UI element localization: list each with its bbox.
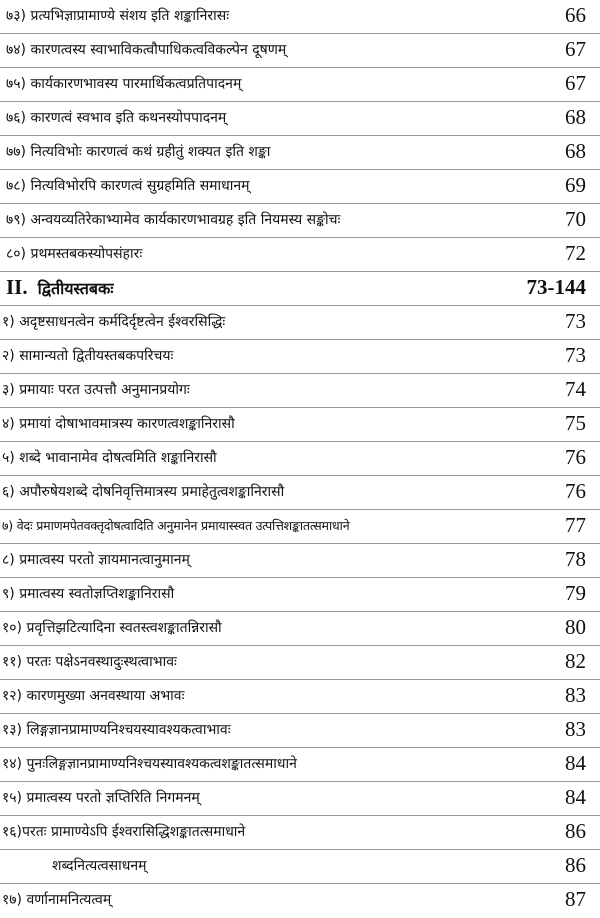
- toc-entry-title: १) अदृष्टसाधनत्वेन कर्मदिर्दृष्टत्वेन ईश्वरसिद्धिः: [2, 314, 226, 330]
- toc-entry-title: शब्दनित्यत्वसाधनम्: [52, 858, 147, 874]
- toc-entry: [0, 850, 600, 884]
- toc-entry-title: ४) प्रमायां दोषाभावमात्रस्य कारणत्वशङ्कानिरासौ: [2, 416, 235, 432]
- toc-entry-title: ३) प्रमायाः परत उत्पत्तौ अनुमानप्रयोगः: [2, 382, 190, 398]
- toc-entry-title: ९) प्रमात्वस्य स्वतोज्ञप्तिशङ्कानिरासौ: [2, 586, 175, 602]
- toc-entry: [0, 476, 600, 510]
- toc-entry-title: ७९) अन्वयव्यतिरेकाभ्यामेव कार्यकारणभावग्रह इति नियमस्य सङ्कोचः: [6, 212, 341, 228]
- toc-entry-page: 86: [565, 819, 586, 843]
- toc-entry-page: 82: [565, 649, 586, 673]
- toc-entry-title: ५) शब्दे भावानामेव दोषत्वमिति शङ्कानिरासौ: [2, 450, 217, 466]
- toc-entry: [0, 68, 600, 102]
- toc-entry-title: १०) प्रवृत्तिझटित्यादिना स्वतस्त्वशङ्कातन्निरासौ: [2, 620, 222, 636]
- toc-entry-title: ७४) कारणत्वस्य स्वाभाविकत्वौपाधिकत्वविकल्पेन दूषणम्: [6, 42, 287, 58]
- section-heading: [0, 272, 600, 306]
- toc-entry: [0, 442, 600, 476]
- toc-entry-page: 67: [565, 71, 586, 95]
- toc-entry: [0, 578, 600, 612]
- toc-entry: [0, 306, 600, 340]
- toc-entry: [0, 782, 600, 816]
- toc-entry-title: ८०) प्रथमस्तबकस्योपसंहारः: [6, 246, 143, 262]
- toc-entry-title: ७५) कार्यकारणभावस्य पारमार्थिकत्वप्रतिपादनम्: [6, 76, 242, 92]
- toc-entry-page: 87: [565, 887, 586, 911]
- toc-entry-title: ६) अपौरुषेयशब्दे दोषनिवृत्तिमात्रस्य प्रमाहेतुत्वशङ्कानिरासौ: [2, 484, 285, 500]
- toc-entry-title: २) सामान्यतो द्वितीयस्तबकपरिचयः: [2, 348, 174, 364]
- toc-entry-title: ११) परतः पक्षेऽनवस्थादुःस्थत्वाभावः: [2, 654, 177, 670]
- section-heading-title: [6, 277, 486, 300]
- toc-entry-page: 76: [565, 445, 586, 469]
- toc-entry-page: 68: [565, 139, 586, 163]
- toc-entry-page: 73: [565, 343, 586, 367]
- toc-entry-page: 83: [565, 717, 586, 741]
- toc-entry-title: १५) प्रमात्वस्य परतो ज्ञप्तिरिति निगमनम्: [2, 790, 200, 806]
- toc-entry: [0, 748, 600, 782]
- toc-entry: [0, 680, 600, 714]
- toc-entry: [0, 136, 600, 170]
- toc-entry-page: 78: [565, 547, 586, 571]
- toc-entry-title: ७) वेदः प्रमाणमपेतवक्तृदोषत्वादिति अनुमानेन प्रमायास्स्वत उत्पत्तिशङ्कातत्समाधाने: [2, 518, 350, 533]
- toc-entry-page: 73: [565, 309, 586, 333]
- toc-entry-page: 74: [565, 377, 586, 401]
- toc-entry: [0, 544, 600, 578]
- toc-entry-page: 84: [565, 751, 586, 775]
- toc-entry: [0, 374, 600, 408]
- toc-entry-page: 67: [565, 37, 586, 61]
- toc-entry-title: १६)परतः प्रामाण्येऽपि ईश्वरासिद्धिशङ्कातत्समाधाने: [2, 824, 246, 840]
- toc-entry-title: ८) प्रमात्वस्य परतो ज्ञायमानत्वानुमानम्: [2, 552, 190, 568]
- toc-entry-title: १२) कारणमुख्या अनवस्थाया अभावः: [2, 688, 185, 704]
- toc-entry: [0, 0, 600, 34]
- toc-entry-page: 66: [565, 3, 586, 27]
- toc-entry-page: 72: [565, 241, 586, 265]
- toc-entry: [0, 714, 600, 748]
- section-roman-numeral: II.: [6, 277, 28, 299]
- toc-entry: [0, 170, 600, 204]
- toc-entry: [0, 204, 600, 238]
- toc-entry-page: 86: [565, 853, 586, 877]
- toc-entry-page: 79: [565, 581, 586, 605]
- toc-entry: [0, 510, 600, 544]
- toc-entry: [0, 238, 600, 272]
- toc-entry-page: 80: [565, 615, 586, 639]
- section-name: द्वितीयस्तबकः: [37, 281, 114, 298]
- toc-entry: [0, 102, 600, 136]
- toc-entry-title: ७६) कारणत्वं स्वभाव इति कथनस्योपपादनम्: [6, 110, 227, 126]
- toc-entry-page: 76: [565, 479, 586, 503]
- toc-entry-page: 83: [565, 683, 586, 707]
- toc-entry-title: १७) वर्णानामनित्यत्वम्: [2, 892, 112, 908]
- toc-entry-page: 68: [565, 105, 586, 129]
- toc-entry-page: 75: [565, 411, 586, 435]
- toc-entry: [0, 816, 600, 850]
- toc-entry-title: ७८) नित्यविभोरपि कारणत्वं सुग्रहमिति समाधानम्: [6, 178, 250, 194]
- toc-entry-page: 70: [565, 207, 586, 231]
- toc-entry-title: ७७) नित्यविभोः कारणत्वं कथं ग्रहीतुं शक्यत इति शङ्का: [6, 144, 271, 160]
- section-page-range: 73-144: [526, 275, 586, 299]
- toc-entry-page: 77: [565, 513, 586, 537]
- toc-entry-title: ७३) प्रत्यभिज्ञाप्रामाण्ये संशय इति शङ्कानिरासः: [6, 8, 230, 24]
- toc-entry: [0, 646, 600, 680]
- toc-entry-page: 84: [565, 785, 586, 809]
- toc-entry: [0, 612, 600, 646]
- toc-entry: [0, 34, 600, 68]
- toc-entry: [0, 340, 600, 374]
- toc-entry: [0, 408, 600, 442]
- toc-entry: [0, 884, 600, 918]
- toc-entry-title: १३) लिङ्गज्ञानप्रामाण्यनिश्चयस्यावश्यकत्वाभावः: [2, 722, 231, 738]
- toc-entry-title: १४) पुनःलिङ्गज्ञानप्रामाण्यनिश्चयस्यावश्यकत्वशङ्कातत्समाधाने: [2, 756, 297, 772]
- toc-entry-page: 69: [565, 173, 586, 197]
